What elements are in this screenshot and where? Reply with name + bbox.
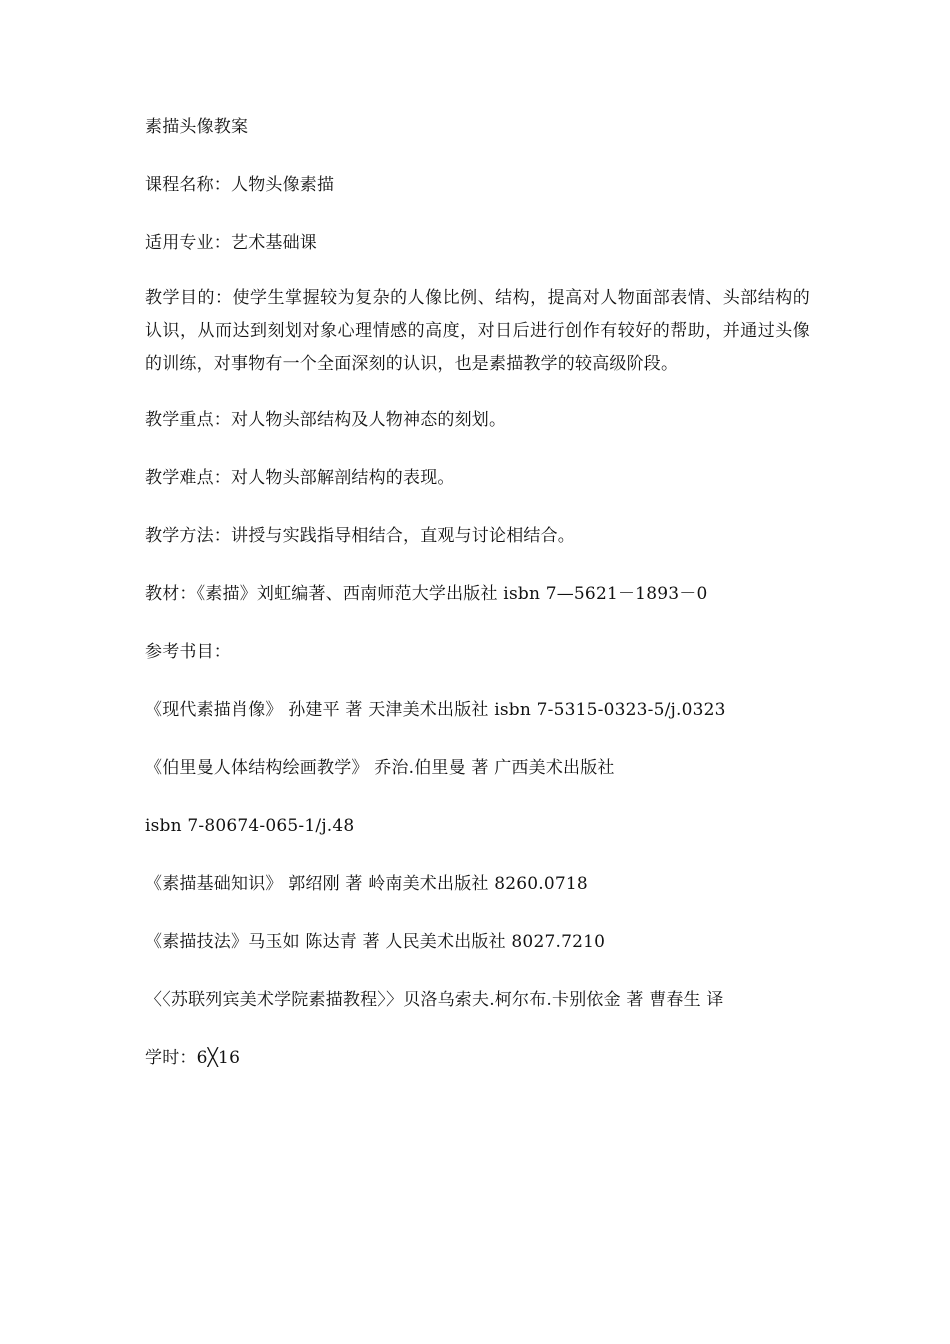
reference-item: isbn 7-80674-065-1/j.48 — [145, 816, 355, 836]
textbook: 教材：《素描》刘虹编著、西南师范大学出版社 isbn 7—5621－1893－0 — [145, 584, 708, 604]
class-hours: 学时：6╳16 — [145, 1048, 241, 1068]
teaching-objective: 教学目的：使学生掌握较为复杂的人像比例、结构，提高对人物面部表情、头部结构的认识，从而达到刻划对象心理情感的高度，对日后进行创作有较好的帮助，并通过头像的训练，对事物有一个全面深刻的认识，也是素描教学的较高级阶段。 — [145, 288, 810, 374]
course-name: 课程名称：人物头像素描 — [145, 175, 335, 195]
teaching-method: 教学方法：讲授与实践指导相结合，直观与讨论相结合。 — [145, 526, 575, 546]
reference-item: 《伯里曼人体结构绘画教学》 乔治.伯里曼 著 广西美术出版社 — [145, 758, 615, 778]
reference-item: 《现代素描肖像》 孙建平 著 天津美术出版社 isbn 7-5315-0323-5/j.0323 — [145, 700, 726, 720]
teaching-key-point: 教学重点：对人物头部结构及人物神态的刻划。 — [145, 410, 507, 430]
reference-item: 《素描基础知识》 郭绍刚 著 岭南美术出版社 8260.0718 — [145, 874, 588, 894]
references-heading: 参考书目： — [145, 642, 231, 662]
document-title: 素描头像教案 — [145, 117, 249, 137]
document-body — [145, 112, 810, 1073]
teaching-difficulty: 教学难点：对人物头部解剖结构的表现。 — [145, 468, 455, 488]
applicable-major: 适用专业：艺术基础课 — [145, 233, 317, 253]
reference-item: 〈〈苏联列宾美术学院素描教程〉〉贝洛乌索夫.柯尔布.卡别依金 著 曹春生 译 — [145, 990, 724, 1010]
reference-item: 《素描技法》马玉如 陈达青 著 人民美术出版社 8027.7210 — [145, 932, 606, 952]
